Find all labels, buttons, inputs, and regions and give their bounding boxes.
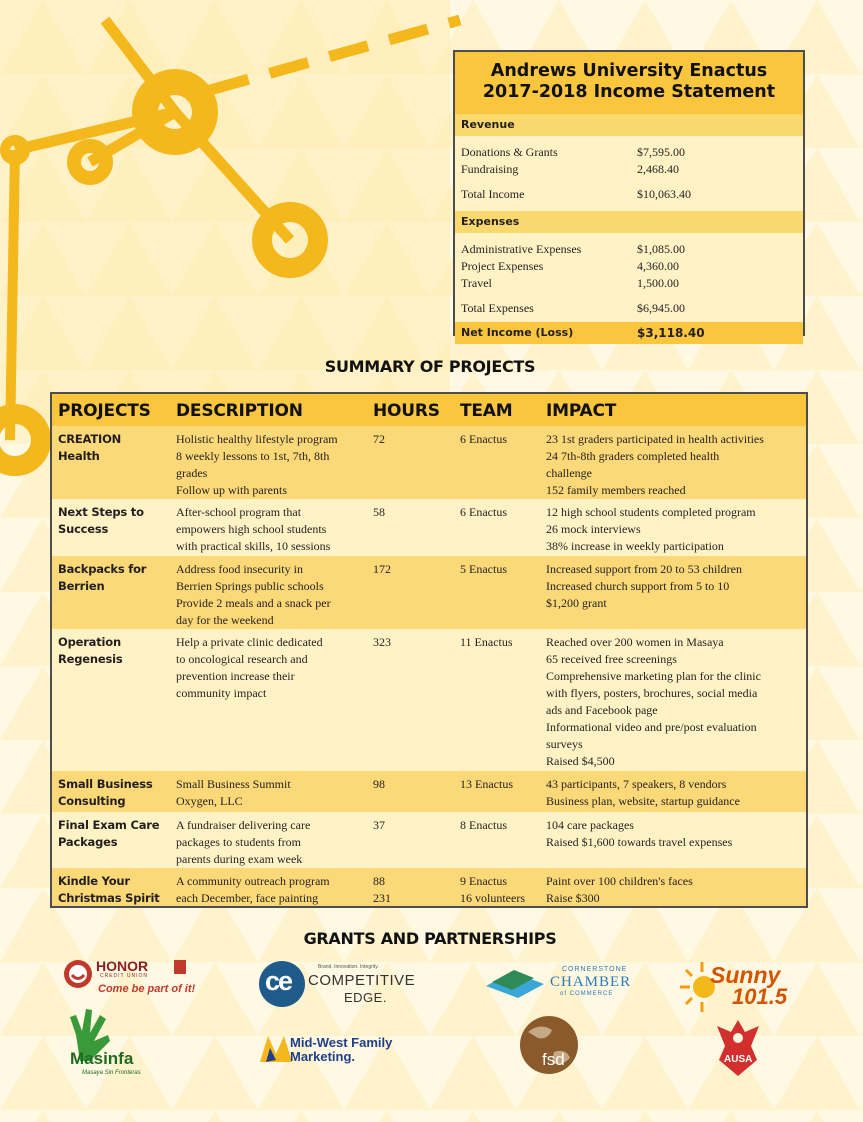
project-team-line: 8 Enactus [460,818,507,832]
project-name-line: Kindle Your [58,874,130,888]
project-team-line: 5 Enactus [460,562,507,576]
midwest-family-logo [258,1030,408,1070]
project-hours [373,776,433,793]
ce-line2: EDGE. [344,990,387,1005]
project-impact-line: with flyers, posters, brochures, social media [546,686,758,700]
honor-name: HONOR [96,958,149,974]
midwest-line2: Marketing. [290,1049,356,1064]
table-row [52,868,806,906]
project-impact-line: 24 7th-8th graders completed health [546,449,720,463]
project-impact-line: ads and Facebook page [546,703,658,717]
title-line-2: 2017-2018 Income Statement [482,82,776,102]
project-hours-line: 231 [373,891,391,905]
project-impact-line: Increased support from 20 to 53 children [546,562,742,576]
project-hours-line: 172 [373,562,391,576]
project-team-line: 13 Enactus [460,777,513,791]
honor-sub: CREDIT UNION [100,973,149,979]
row-label: Project Expenses [461,259,544,273]
project-impact-line: Business plan, website, startup guidance [546,794,740,808]
project-description [176,431,368,499]
header-team: TEAM [460,401,513,421]
project-name-line: Berrien [58,579,105,593]
project-hours [373,634,433,651]
project-description-line: Address food insecurity in [176,562,303,576]
sunny-line2: 101.5 [732,984,788,1009]
project-description-line: After-school program that [176,505,302,519]
project-description-line: A community outreach program [176,874,330,888]
row-value: $1,085.00 [637,242,685,256]
row-value: $6,945.00 [637,301,685,315]
header-projects: PROJECTS [58,401,151,421]
honor-tagline: Come be part of it! [98,983,196,995]
project-name [58,431,170,465]
project-impact-line: 38% increase in weekly participation [546,539,724,553]
revenue-row [455,161,803,178]
project-description-line: Provide 2 meals and a snack per [176,596,331,610]
honor-logo [58,956,196,1002]
project-hours-line: 88 [373,874,385,888]
project-description-line: Small Business Summit [176,777,291,791]
project-impact-line: 43 participants, 7 speakers, 8 vendors [546,777,727,791]
masinfa-name: Masinfa [70,1049,134,1068]
project-name-line: Consulting [58,794,126,808]
project-description-line: packages to students from [176,835,301,849]
fsd-logo [518,1014,584,1076]
row-value: $7,595.00 [637,145,685,159]
projects-table [50,392,808,908]
project-description-line: Follow up with parents [176,483,287,497]
project-name [58,561,170,595]
project-hours-line: 37 [373,818,385,832]
project-impact-line: 26 mock interviews [546,522,641,536]
project-name-line: Christmas Spirit [58,891,160,905]
row-label: Administrative Expenses [461,242,582,256]
ausa-logo [713,1016,763,1080]
project-name-line: Regenesis [58,652,123,666]
row-label: Fundraising [461,162,519,176]
income-statement [453,50,805,340]
header-hours: HOURS [373,401,440,421]
row-value: $3,118.40 [637,326,705,340]
project-impact-line: Raised $4,500 [546,754,615,768]
row-label: Total Expenses [461,301,534,315]
midwest-line1: Mid-West Family [290,1035,393,1050]
project-name-line: Final Exam Care [58,818,160,832]
project-name-line: Small Business [58,777,153,791]
project-impact-line: 23 1st graders participated in health activities [546,432,764,446]
project-impact-line: 104 care packages [546,818,634,832]
midwest-mark [258,1030,294,1066]
summary-heading: SUMMARY OF PROJECTS [324,357,536,376]
cornerstone-chamber-logo [484,964,634,1004]
eagle-icon [713,1016,763,1080]
project-description-line: community impact [176,686,267,700]
table-row [52,629,806,771]
total-income-row [455,186,803,203]
project-description-line: A fundraiser delivering care [176,818,311,832]
table-row [52,426,806,499]
project-description-line: grades [176,466,208,480]
row-label: Net Income (Loss) [461,326,574,339]
project-impact [546,431,808,499]
project-description-line: Help a private clinic dedicated [176,635,323,649]
project-name [58,817,170,851]
project-impact [546,634,808,770]
table-row [52,812,806,868]
masinfa-logo [60,1005,190,1083]
project-name [58,873,170,907]
project-impact-line: Increased church support from 5 to 10 [546,579,730,593]
project-description [176,776,368,810]
project-name-line: CREATION [58,432,122,446]
ce-initials: ce [265,966,292,996]
title-line-1: Andrews University Enactus [490,61,768,81]
cornerstone-line1: CORNERSTONE [562,966,628,973]
project-description-line: empowers high school students [176,522,327,536]
project-hours [373,817,433,834]
project-impact-line: Reached over 200 women in Masaya [546,635,724,649]
project-description [176,634,368,702]
fsd-name: fsd [542,1050,565,1069]
project-impact [546,561,808,612]
expenses-section-label: Expenses [455,211,803,233]
row-value: 2,468.40 [637,162,679,176]
project-hours-line: 72 [373,432,385,446]
project-description [176,817,368,868]
project-team [460,776,548,793]
project-description-line: day for the weekend [176,613,274,627]
project-impact-line: Raised $1,600 towards travel expenses [546,835,733,849]
project-description-line: with practical skills, 10 sessions [176,539,331,553]
project-team [460,634,548,651]
project-team [460,873,548,907]
income-statement-title [455,52,803,114]
ausa-name: AUSA [724,1054,753,1065]
project-impact-line: Comprehensive marketing plan for the clinic [546,669,761,683]
expense-row [455,275,803,292]
table-row [52,771,806,812]
project-hours [373,504,433,521]
cornerstone-mark [484,964,546,1004]
sunny-line1: Sunny [710,962,781,988]
total-expenses-row [455,300,803,317]
row-value: 4,360.00 [637,259,679,273]
project-impact-line: Paint over 100 children's faces [546,874,693,888]
project-name-line: Backpacks for [58,562,147,576]
project-hours [373,873,433,907]
project-impact [546,776,808,810]
net-income-row [455,322,803,344]
table-row [52,556,806,629]
row-value: 1,500.00 [637,276,679,290]
sunny-radio-logo [672,958,812,1016]
masinfa-sub: Masaya Sin Fronteras [82,1070,141,1076]
table-header [52,394,806,426]
project-impact-line: Raise $300 [546,891,600,905]
ce-tagline: Brand. Innovation. Integrity. [318,964,379,970]
revenue-section-label: Revenue [455,114,803,136]
project-team [460,504,548,521]
row-label: Total Income [461,187,525,201]
project-description-line: Oxygen, LLC [176,794,243,808]
project-name [58,776,170,810]
header-description: DESCRIPTION [176,401,303,421]
project-name [58,504,170,538]
project-impact-line: 12 high school students completed program [546,505,756,519]
project-impact-line: 65 received free screenings [546,652,677,666]
project-team [460,561,548,578]
project-description [176,873,368,907]
project-team-line: 9 Enactus [460,874,507,888]
project-description-line: Berrien Springs public schools [176,579,324,593]
project-description-line: to oncological research and [176,652,308,666]
project-name [58,634,170,668]
project-name-line: Packages [58,835,118,849]
project-impact [546,873,808,907]
project-name-line: Health [58,449,100,463]
project-description-line: parents during exam week [176,852,303,866]
project-description [176,504,368,555]
project-hours-line: 323 [373,635,391,649]
ce-line1: COMPETITIVE [308,972,416,989]
project-impact [546,817,808,851]
project-team-line: 6 Enactus [460,432,507,446]
project-impact-line: challenge [546,466,592,480]
expense-row [455,241,803,258]
project-description-line: 8 weekly lessons to 1st, 7th, 8th [176,449,330,463]
project-impact [546,504,808,555]
row-value: $10,063.40 [637,187,691,201]
project-name-line: Success [58,522,109,536]
project-name-line: Operation [58,635,121,649]
project-hours [373,431,433,448]
project-team [460,817,548,834]
competitive-edge-logo [258,960,416,1010]
header-impact: IMPACT [546,401,617,421]
project-impact-line: Informational video and pre/post evaluation [546,720,757,734]
project-hours-line: 98 [373,777,385,791]
project-name-line: Next Steps to [58,505,144,519]
project-description [176,561,368,629]
row-label: Travel [461,276,492,290]
project-team-line: 11 Enactus [460,635,513,649]
revenue-row [455,144,803,161]
project-impact-line: surveys [546,737,583,751]
table-row [52,499,806,556]
cornerstone-line3: of COMMERCE [560,991,614,997]
project-impact-line: 152 family members reached [546,483,686,497]
project-team-line: 16 volunteers [460,891,525,905]
project-impact-line: $1,200 grant [546,596,607,610]
cornerstone-line2: CHAMBER [550,974,632,990]
project-team [460,431,548,448]
project-hours-line: 58 [373,505,385,519]
project-team-line: 6 Enactus [460,505,507,519]
project-description-line: prevention increase their [176,669,295,683]
project-description-line: Holistic healthy lifestyle program [176,432,338,446]
grants-heading: GRANTS AND PARTNERSHIPS [303,929,557,948]
project-description-line: each December, face painting [176,891,319,905]
project-hours [373,561,433,578]
row-label: Donations & Grants [461,145,558,159]
expense-row [455,258,803,275]
